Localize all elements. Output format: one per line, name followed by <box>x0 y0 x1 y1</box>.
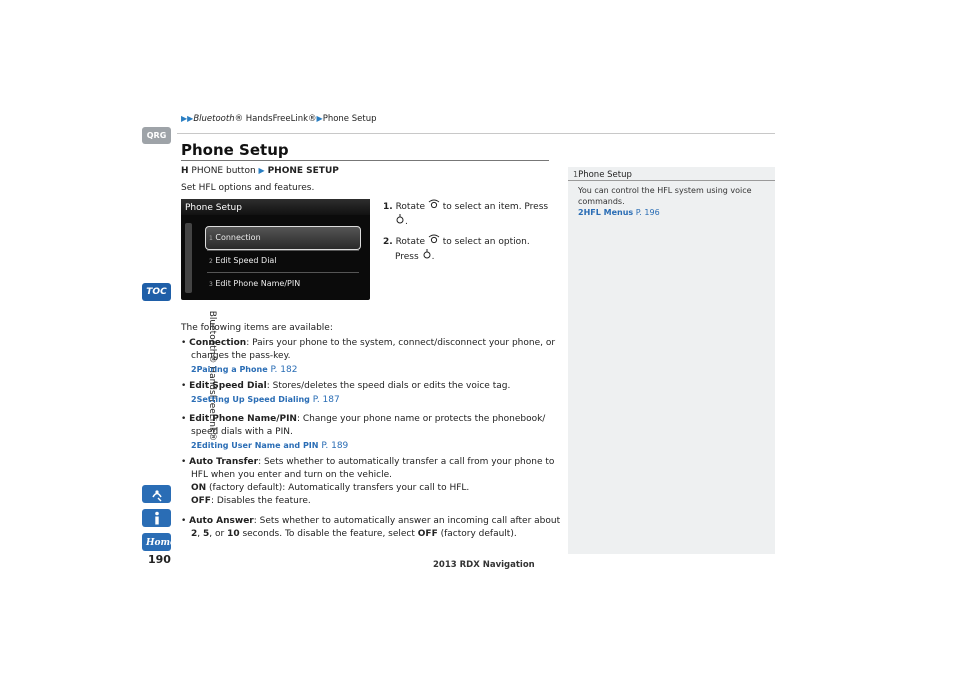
note-box <box>568 167 775 554</box>
screen-item: 1 Connection <box>209 233 261 242</box>
scroll-bar <box>185 223 192 293</box>
menu-path <box>181 166 339 176</box>
list-item: • Auto Transfer: Sets whether to automatically transfer a call from your phone to HFL when you enter and turn on the vehicle. ON (factory default): Automatically transfers your call to HFL. OFF: Disables the feature. <box>181 457 555 506</box>
breadcrumb <box>181 114 376 124</box>
header-divider <box>177 133 775 134</box>
separator <box>207 250 359 251</box>
screen-title: Phone Setup <box>185 203 242 213</box>
link-arrow-icon: 2 <box>578 208 584 217</box>
breadcrumb-part3[interactable]: Phone Setup <box>322 114 377 124</box>
list-item: • Connection: Pairs your phone to the system, connect/disconnect your phone, or changes the pass-key. 2Pairing a Phone P. 182 <box>181 338 556 375</box>
voice-command-button[interactable] <box>142 485 171 503</box>
link-arrow-icon: 2 <box>191 365 197 374</box>
home-key-icon: H <box>181 166 189 176</box>
path-text1: PHONE button <box>191 166 256 176</box>
info-button[interactable] <box>142 509 171 527</box>
link[interactable]: HFL Menus <box>583 208 634 217</box>
note-divider <box>568 180 775 181</box>
link[interactable]: Setting Up Speed Dialing <box>196 395 310 404</box>
list-item: • Edit Speed Dial: Stores/deletes the speed dials or edits the voice tag. 2Setting Up Speed Dialing P. 187 <box>181 381 511 405</box>
footer: 2013 RDX Navigation <box>433 560 535 570</box>
svg-text:Home: Home <box>145 538 176 548</box>
arrow-icon: ▶ <box>316 114 323 123</box>
step-2: 2. Rotate to select an option. Press . <box>383 234 553 264</box>
breadcrumb-part1[interactable]: Bluetooth <box>193 114 235 124</box>
path-text2: PHONE SETUP <box>267 166 339 176</box>
separator <box>207 272 359 273</box>
arrow-icon: ▶ <box>258 166 265 175</box>
voice-icon <box>149 486 165 502</box>
toc-button[interactable]: TOC <box>142 283 171 301</box>
interface-dial-press-icon <box>383 214 405 229</box>
link[interactable]: Pairing a Phone <box>196 365 268 374</box>
arrow-icon: ▶▶ <box>181 114 194 123</box>
screen-item: 3 Edit Phone Name/PIN <box>209 279 301 288</box>
note-header: 1Phone Setup <box>573 170 632 180</box>
home-icon <box>145 535 176 549</box>
link[interactable]: Editing User Name and PIN <box>196 441 319 450</box>
link-arrow-icon: 2 <box>191 441 197 450</box>
link-arrow-icon: 2 <box>191 395 197 404</box>
page-number: 190 <box>148 553 171 566</box>
nav-screen-image <box>181 199 370 300</box>
note-icon: 1 <box>573 170 579 179</box>
note-text: You can control the HFL system using voice commands. 2HFL Menus P. 196 <box>578 186 752 217</box>
title-divider <box>181 160 549 161</box>
home-button[interactable] <box>142 533 176 551</box>
step-1: 1. Rotate to select an item. Press . <box>383 199 553 229</box>
interface-dial-rotate-icon <box>428 199 440 214</box>
qrg-button[interactable]: QRG <box>142 127 171 144</box>
breadcrumb-part2[interactable]: ® HandsFreeLink® <box>234 114 317 124</box>
info-icon <box>149 510 165 526</box>
interface-dial-rotate-icon <box>428 234 440 249</box>
screen-item: 2 Edit Speed Dial <box>209 256 277 265</box>
list-item: • Edit Phone Name/PIN: Change your phone name or protects the phonebook/ speed dials with a PIN. 2Editing User Name and PIN P. 189 <box>181 414 546 451</box>
available-text: The following items are available: <box>181 323 333 333</box>
interface-dial-press-icon <box>422 249 432 264</box>
intro-text: Set HFL options and features. <box>181 183 315 193</box>
page-title: Phone Setup <box>181 141 289 159</box>
list-item: • Auto Answer: Sets whether to automatically answer an incoming call after about 2, 5, or 10 seconds. To disable the feature, select OFF (factory default). <box>181 516 561 539</box>
section-label: Bluetooth® HandsFreeLink® <box>207 310 217 442</box>
